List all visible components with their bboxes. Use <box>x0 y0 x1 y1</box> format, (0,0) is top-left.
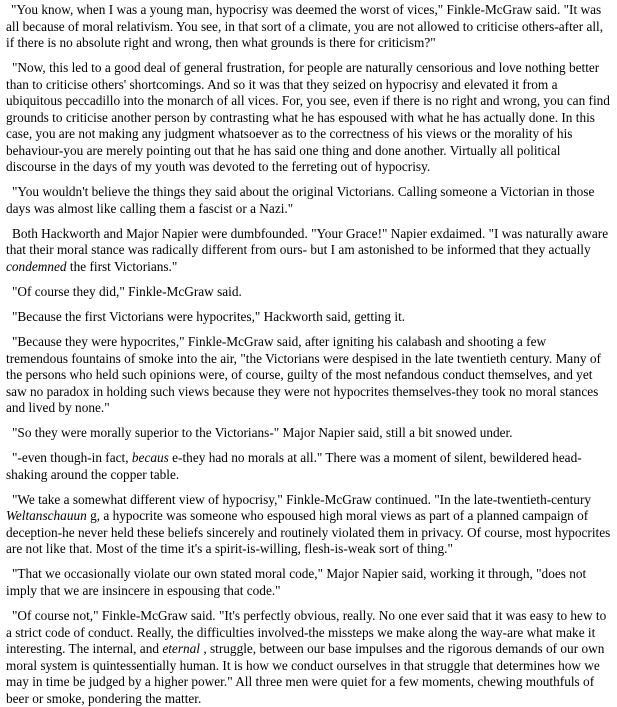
emphasis-text: becaus <box>131 450 169 466</box>
text-run: the first Victorians." <box>66 258 178 274</box>
paragraph <box>6 2 611 52</box>
text-run: , struggle, between our base impulses and the rigorous demands of our own moral system is quintessentially human. It is how we conduct ourselves in that struggle that determines how we may in time be judged by a higher power." All three men were quiet for a few moments, chewing mouthfuls of beer or smoke, pondering the matter. <box>6 641 605 706</box>
paragraph <box>6 425 611 442</box>
paragraph <box>6 492 611 558</box>
paragraph <box>6 60 611 176</box>
text-run: "Of course not," Finkle-McGraw said. "It's perfectly obvious, really. No one ever said that it was easy to hew to a strict code of conduct. Really, the difficulties involved-the missteps we make along the way-are what make it interesting. The internal, and <box>6 608 607 657</box>
paragraph <box>6 309 611 326</box>
emphasis-text: condemned <box>6 258 67 274</box>
text-run: "You wouldn't believe the things they said about the original Victorians. Calling someone a Victorian in those days was almost like calling them a fascist or a Nazi." <box>6 184 595 216</box>
paragraph <box>6 450 611 483</box>
text-run: "-even though-in fact, <box>12 450 132 466</box>
text-run: e-they had no morals at all." There was a moment of silent, bewildered head-shaking around the copper table. <box>6 450 582 482</box>
text-run: g, a hypocrite was someone who espoused high moral views as part of a planned campaign of deception-he never held these beliefs sincerely and routinely violated them in privacy. Of course, most hypocrites are not like that. Most of the time it's a spirit-is-willing, flesh-is-weak sort of thing." <box>6 508 611 557</box>
paragraph <box>6 334 611 417</box>
text-run: "Because they were hypocrites," Finkle-McGraw said, after igniting his calabash and shooting a few tremendous fountains of smoke into the air, "the Victorians were despised in the late twentieth century. Many of the persons who held such opinions were, of course, guilty of the most nefandous conduct themselves, and yet saw no paradox in holding such views because they were not hypocrites themselves-they took no moral stances and lived by none." <box>6 334 601 416</box>
paragraph <box>6 184 611 217</box>
text-run: "Now, this led to a good deal of general frustration, for people are naturally censorious and love nothing better than to criticise others' shortcomings. And so it was that they seized on hypocrisy and elevated it from a ubiquitous peccadillo into the monarch of all vices. For, you see, even if there is no right and wrong, you can find grounds to criticise another person by contrasting what he has espoused with what he has actually done. In this case, you are not making any judgment whatsoever as to the correctness of his views or the morality of his behaviour-you are merely pointing out that he has said one thing and done another. Virtually all political discourse in the days of my youth was devoted to the ferreting out of hypocrisy. <box>6 60 610 175</box>
text-run: "That we occasionally violate our own stated moral code," Major Napier said, working it through, "does not imply that we are insincere in espousing that code." <box>6 566 587 598</box>
paragraph <box>6 566 611 599</box>
paragraph <box>6 608 611 707</box>
text-run: Both Hackworth and Major Napier were dumbfounded. "Your Grace!" Napier exdaimed. "I was naturally aware that their moral stance was radically different from ours- but I am astonished to be informed that they actually <box>6 225 609 258</box>
text-run: "We take a somewhat different view of hypocrisy," Finkle-McGraw continued. "In the late-twentieth-century <box>12 491 592 507</box>
emphasis-text: Weltanschauun <box>6 508 87 524</box>
text-run: "So they were morally superior to the Victorians-" Major Napier said, still a bit snowed under. <box>12 425 513 441</box>
emphasis-text: eternal <box>162 641 200 657</box>
text-run: "Of course they did," Finkle-McGraw said. <box>12 283 242 299</box>
text-run: "You know, when I was a young man, hypocrisy was deemed the worst of vices," Finkle-McGraw said. "It was all because of moral relativism. You see, in that sort of a climate, you are not allowed to criticise others-after all, if there is no absolute right and wrong, then what grounds is there for criticism?" <box>6 2 604 50</box>
paragraph <box>6 226 611 276</box>
text-run: "Because the first Victorians were hypocrites," Hackworth said, getting it. <box>12 308 406 324</box>
paragraph <box>6 284 611 301</box>
